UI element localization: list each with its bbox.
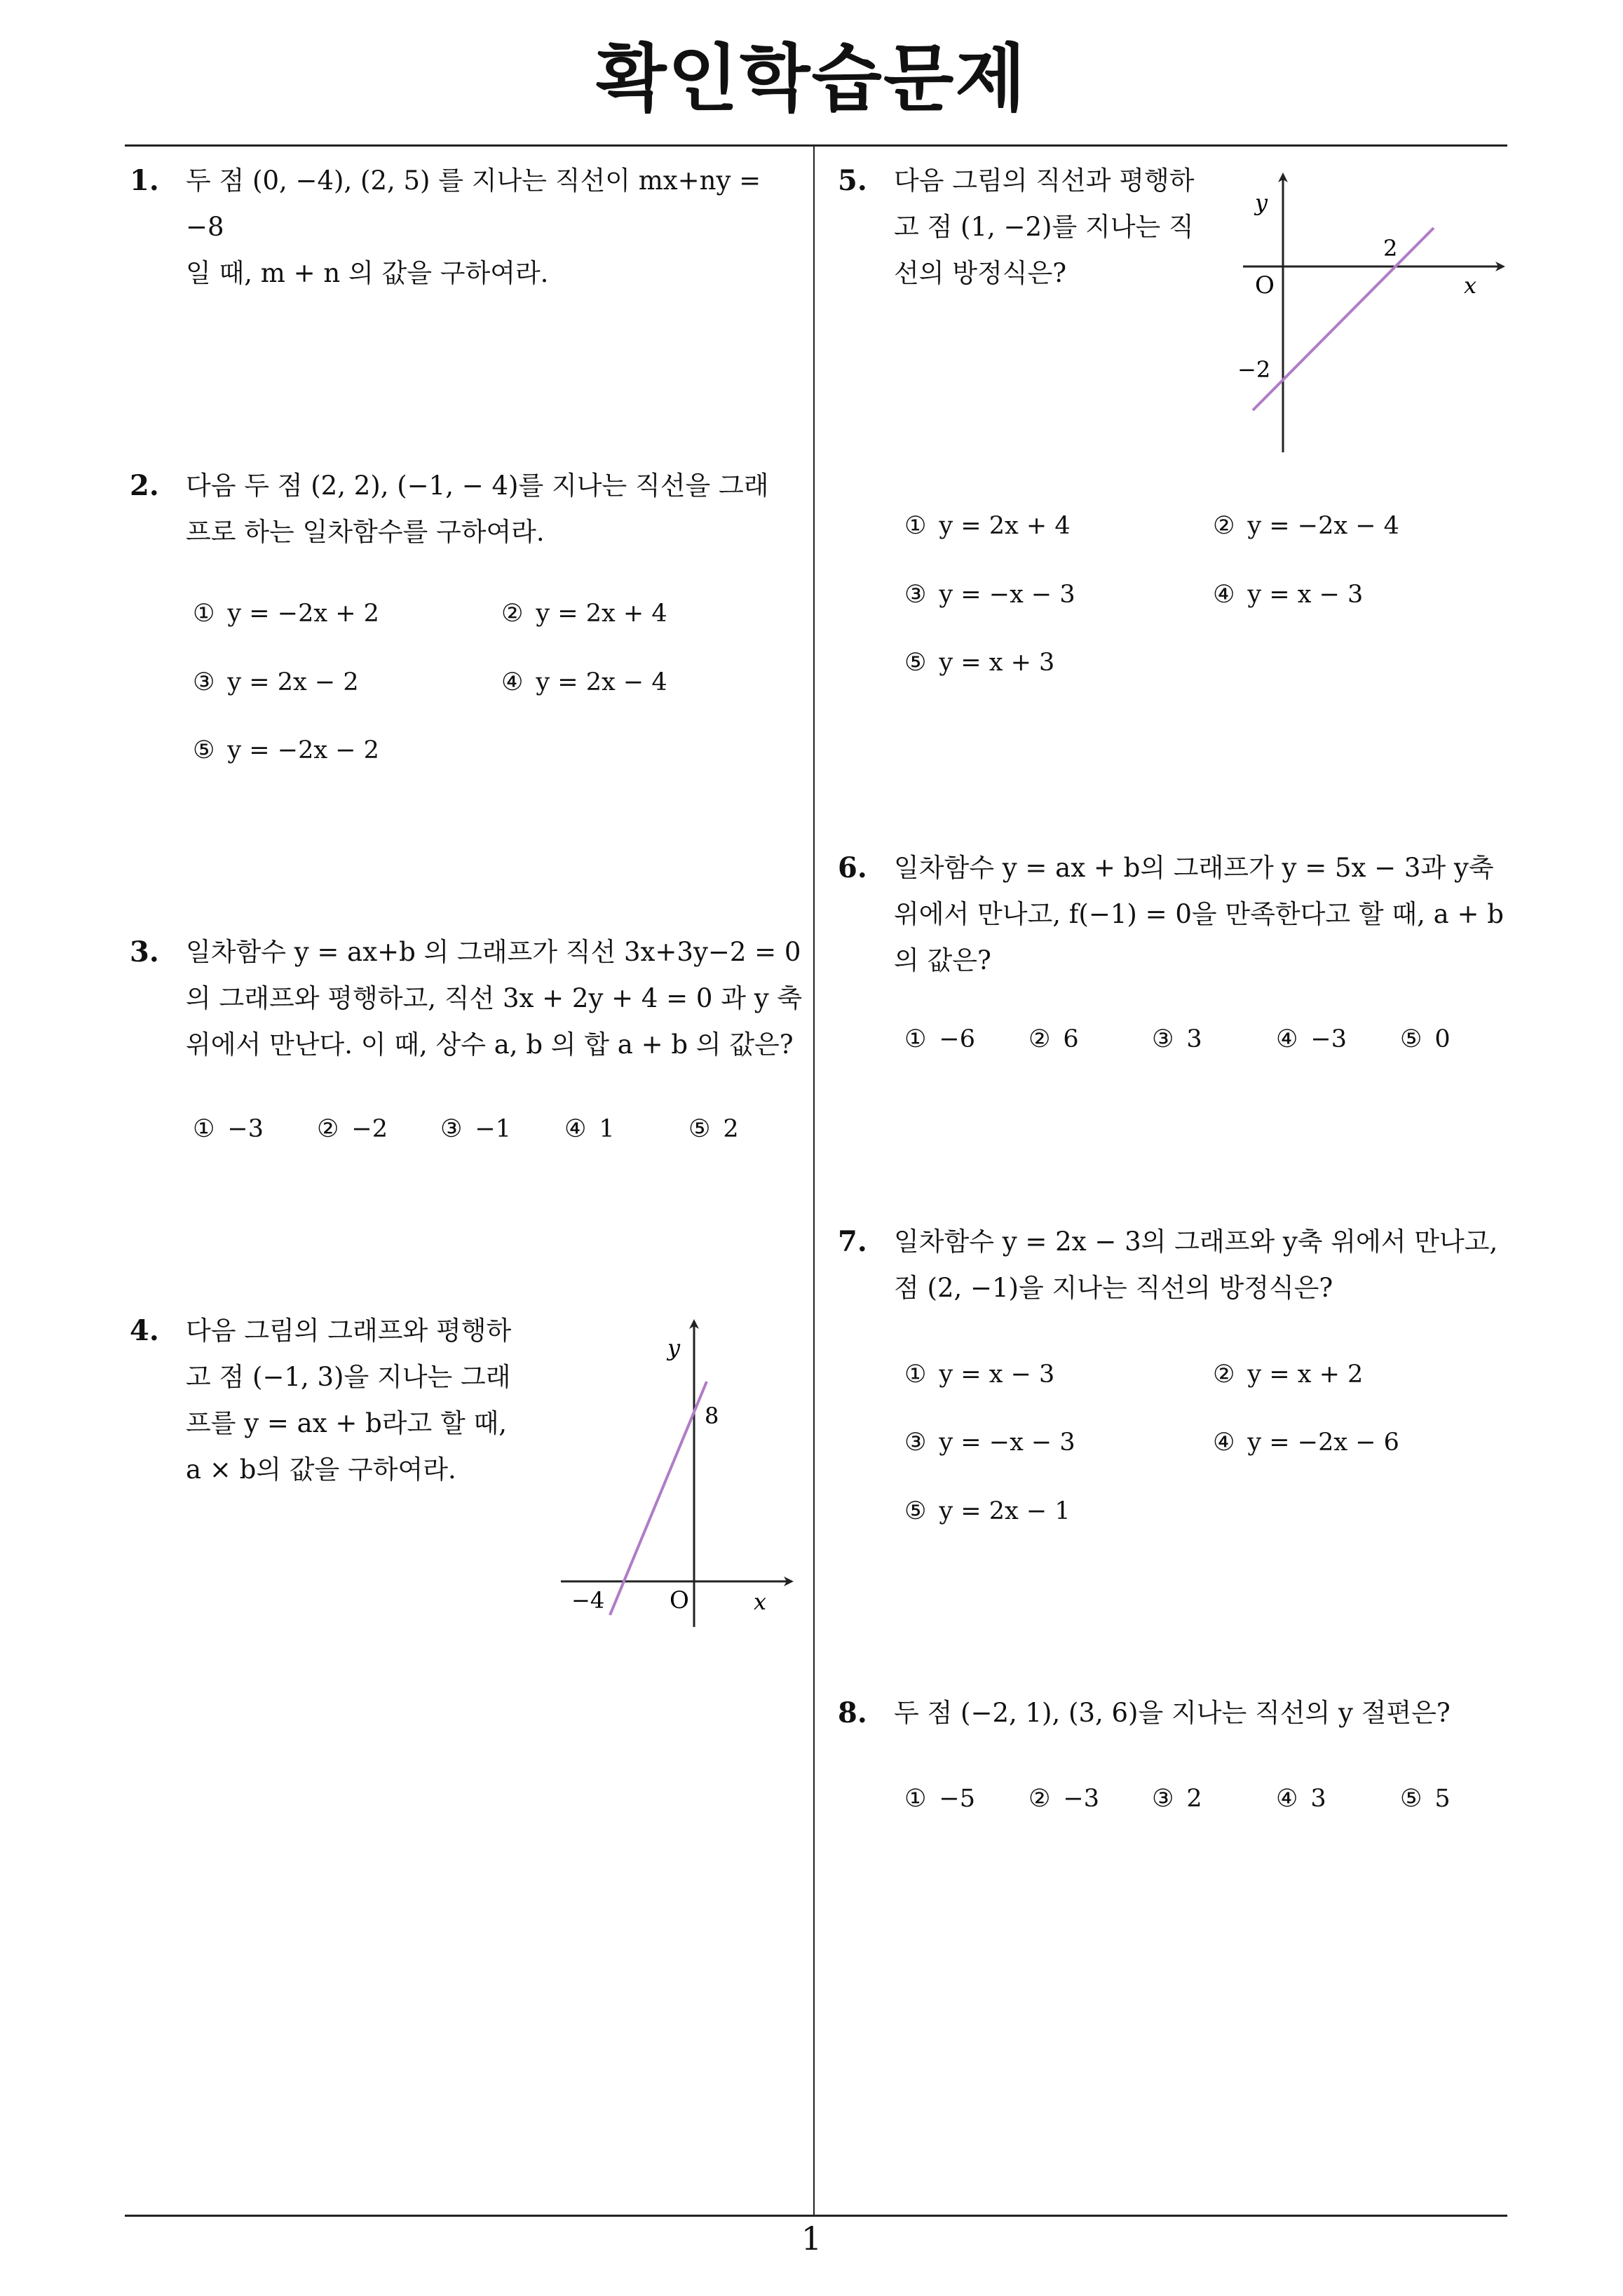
choice-3[interactable]: ③ −1 bbox=[440, 1115, 511, 1143]
choice-4[interactable]: ④ y = −2x − 6 bbox=[1213, 1429, 1399, 1457]
question-text-line: 위에서 만나고, f(−1) = 0을 만족한다고 할 때, a + b bbox=[894, 899, 1504, 929]
choice-3[interactable]: ③ 3 bbox=[1152, 1025, 1202, 1053]
choice-5[interactable]: ⑤ 5 bbox=[1400, 1785, 1451, 1813]
question-8 bbox=[838, 1690, 1528, 1736]
question-text-line: 선의 방정식은? bbox=[894, 258, 1067, 288]
origin-label: O bbox=[670, 1586, 689, 1614]
choice-3[interactable]: ③ y = −x − 3 bbox=[904, 581, 1075, 609]
choice-4[interactable]: ④ y = 2x − 4 bbox=[501, 668, 667, 696]
choice-1[interactable]: ① y = −2x + 2 bbox=[193, 600, 379, 628]
question-number: 8. bbox=[838, 1696, 867, 1729]
choice-1[interactable]: ① y = x − 3 bbox=[904, 1360, 1055, 1389]
y-axis-label: y bbox=[667, 1335, 681, 1361]
choice-3[interactable]: ③ 2 bbox=[1152, 1785, 1202, 1813]
page-title: 확인학습문제 bbox=[596, 36, 1027, 121]
question-4 bbox=[130, 1308, 564, 1493]
question-number: 6. bbox=[838, 851, 867, 884]
question-text-line: 두 점 (−2, 1), (3, 6)을 지나는 직선의 y 절편은? bbox=[894, 1698, 1451, 1728]
question-5 bbox=[838, 158, 1230, 297]
x-axis-label: x bbox=[1464, 272, 1477, 299]
question-3 bbox=[130, 929, 803, 1068]
x-intercept-label: 2 bbox=[1383, 235, 1398, 262]
choice-5[interactable]: ⑤ 2 bbox=[688, 1115, 739, 1143]
choice-5[interactable]: ⑤ y = 2x − 1 bbox=[904, 1497, 1071, 1525]
choice-1[interactable]: ① −5 bbox=[904, 1785, 975, 1813]
question-text-line: 일차함수 y = 2x − 3의 그래프와 y축 위에서 만나고, bbox=[894, 1227, 1498, 1257]
question-2 bbox=[130, 463, 803, 555]
choice-4[interactable]: ④ 1 bbox=[564, 1115, 615, 1143]
question-text-line: 프로 하는 일차함수를 구하여라. bbox=[186, 517, 545, 547]
question-text-line: 다음 그림의 직선과 평행하 bbox=[894, 166, 1195, 196]
question-number: 2. bbox=[130, 469, 159, 502]
choice-5[interactable]: ⑤ y = −2x − 2 bbox=[193, 736, 379, 764]
question-text-line: 의 그래프와 평행하고, 직선 3x + 2y + 4 = 0 과 y 축 bbox=[186, 983, 803, 1013]
question-number: 5. bbox=[838, 164, 867, 197]
choice-4[interactable]: ④ −3 bbox=[1276, 1025, 1347, 1053]
question-7 bbox=[838, 1219, 1528, 1311]
choice-2[interactable]: ② −3 bbox=[1028, 1785, 1099, 1813]
choice-3[interactable]: ③ y = 2x − 2 bbox=[193, 668, 359, 696]
choice-4[interactable]: ④ y = x − 3 bbox=[1213, 581, 1364, 609]
choice-2[interactable]: ② 6 bbox=[1028, 1025, 1079, 1053]
question-text-line: 고 점 (1, −2)를 지나는 직 bbox=[894, 212, 1194, 242]
graph-question-4 bbox=[554, 1315, 799, 1637]
question-text-line: 위에서 만난다. 이 때, 상수 a, b 의 합 a + b 의 값은? bbox=[186, 1029, 794, 1060]
question-1 bbox=[130, 158, 803, 297]
question-text-line: 다음 그림의 그래프와 평행하 bbox=[186, 1316, 512, 1346]
choice-2[interactable]: ② y = −2x − 4 bbox=[1213, 512, 1399, 540]
question-number: 4. bbox=[130, 1314, 159, 1347]
x-axis-label: x bbox=[754, 1588, 767, 1615]
question-text-line: 프를 y = ax + b라고 할 때, bbox=[186, 1408, 508, 1438]
choice-5[interactable]: ⑤ y = x + 3 bbox=[904, 649, 1055, 677]
choice-3[interactable]: ③ y = −x − 3 bbox=[904, 1429, 1075, 1457]
graph-line bbox=[610, 1382, 707, 1615]
question-number: 7. bbox=[838, 1225, 867, 1258]
top-rule bbox=[125, 144, 1507, 147]
question-6 bbox=[838, 845, 1528, 984]
question-text-line: 점 (2, −1)을 지나는 직선의 방정식은? bbox=[894, 1273, 1333, 1303]
page-number: 1 bbox=[801, 2220, 822, 2257]
question-number: 1. bbox=[130, 164, 159, 197]
question-number: 3. bbox=[130, 936, 159, 968]
column-divider bbox=[813, 144, 815, 2217]
question-text-line: 일 때, m + n 의 값을 구하여라. bbox=[186, 258, 549, 288]
choice-2[interactable]: ② y = x + 2 bbox=[1213, 1360, 1364, 1389]
y-axis-label: y bbox=[1255, 189, 1268, 216]
choice-1[interactable]: ① −6 bbox=[904, 1025, 975, 1053]
bottom-rule bbox=[125, 2215, 1507, 2217]
choice-5[interactable]: ⑤ 0 bbox=[1400, 1025, 1451, 1053]
question-text-line: a × b의 값을 구하여라. bbox=[186, 1454, 456, 1485]
choice-2[interactable]: ② −2 bbox=[317, 1115, 388, 1143]
choice-4[interactable]: ④ 3 bbox=[1276, 1785, 1326, 1813]
y-intercept-label: −2 bbox=[1237, 356, 1271, 383]
question-text-line: 일차함수 y = ax+b 의 그래프가 직선 3x+3y−2 = 0 bbox=[186, 937, 801, 967]
graph-question-5 bbox=[1230, 168, 1511, 463]
question-text-line: 의 값은? bbox=[894, 945, 991, 975]
origin-label: O bbox=[1255, 271, 1275, 299]
y-intercept-label: 8 bbox=[705, 1403, 719, 1429]
choice-2[interactable]: ② y = 2x + 4 bbox=[501, 600, 667, 628]
question-text-line: 고 점 (−1, 3)을 지나는 그래 bbox=[186, 1362, 511, 1392]
x-intercept-label: −4 bbox=[571, 1587, 605, 1614]
choice-1[interactable]: ① y = 2x + 4 bbox=[904, 512, 1071, 540]
question-text-line: 일차함수 y = ax + b의 그래프가 y = 5x − 3과 y축 bbox=[894, 853, 1494, 883]
question-text-line: 다음 두 점 (2, 2), (−1, − 4)를 지나는 직선을 그래 bbox=[186, 471, 769, 501]
graph-line bbox=[1253, 228, 1434, 410]
choice-1[interactable]: ① −3 bbox=[193, 1115, 264, 1143]
question-text-line: 두 점 (0, −4), (2, 5) 를 지나는 직선이 mx+ny = −8 bbox=[186, 166, 761, 242]
